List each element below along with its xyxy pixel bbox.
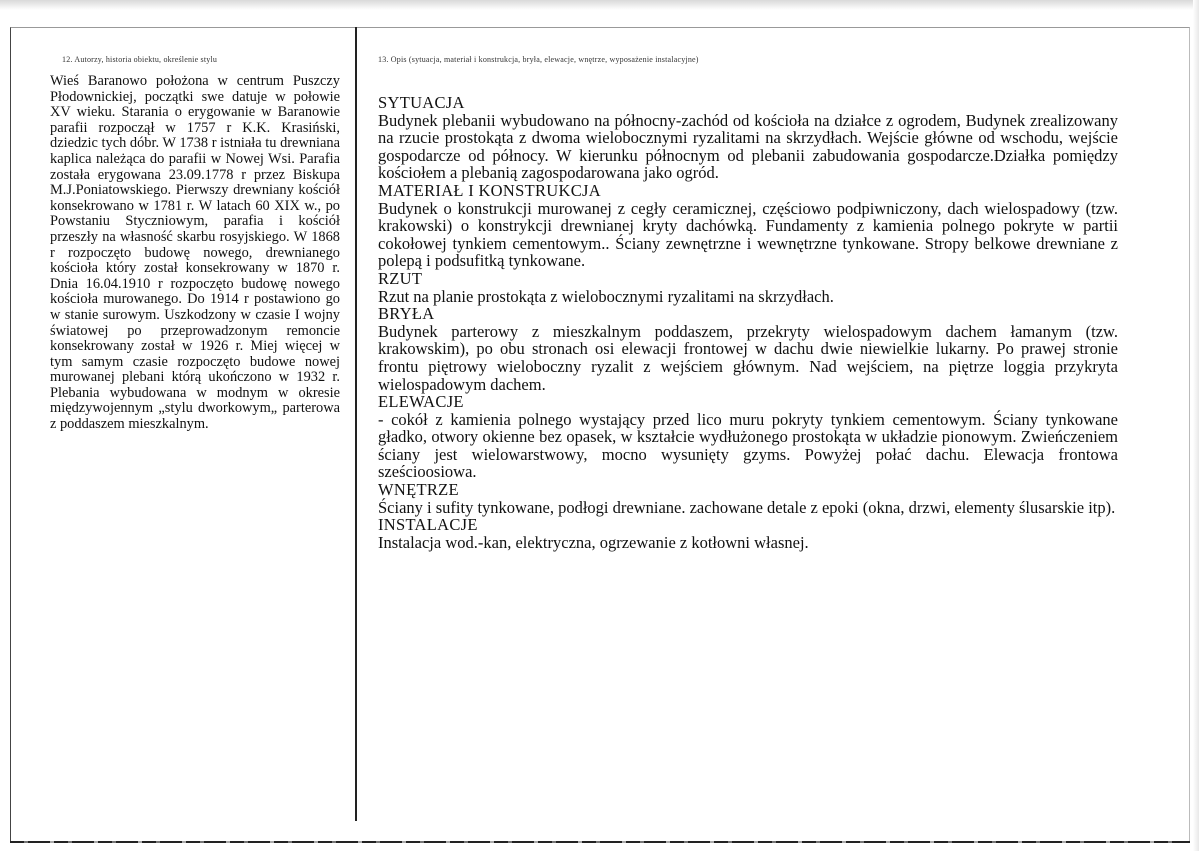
section-heading: ELEWACJE	[378, 392, 464, 412]
section-instalacje	[378, 516, 1118, 551]
description-column	[378, 55, 1118, 551]
section-heading: INSTALACJE	[378, 515, 478, 535]
scan-edge-right	[1193, 0, 1199, 851]
section-bryla	[378, 305, 1118, 393]
section-heading: MATERIAŁ I KONSTRUKCJA	[378, 180, 601, 200]
column-divider	[355, 27, 357, 821]
scan-edge-top	[0, 0, 1199, 10]
section-elewacje	[378, 393, 1118, 481]
section-heading: BRYŁA	[378, 304, 435, 324]
section-material	[378, 182, 1118, 270]
description-header: 13. Opis (sytuacja, materiał i konstrukcja, bryła, elewacje, wnętrze, wyposażenie instalacyjne)	[378, 55, 699, 64]
history-column	[50, 55, 340, 433]
section-text: Budynek o konstrukcji murowanej z cegły ceramicznej, częściowo podpiwniczony, dach wielospadowy (tzw. krakowski) o konstrykcji drewnianej kryty dachówką. Fundamenty z kamienia polnego pokryte w partii cokołowej tynkiem cementowym.. Ściany zewnętrzne i wewnętrzne tynkowane. Stropy belkowe drewniane z polepą i podsufitką tynkowane.	[378, 198, 1118, 271]
section-rzut	[378, 270, 1118, 305]
section-text: Budynek plebanii wybudowano na północny-zachód od kościoła na działce z ogrodem, Budynek zrealizowany na rzucie prostokąta z dwoma wielobocznymi ryzalitami na skrzydłach. Wejście główne od wschodu, wejście gospodarcze od północy. W kierunku północnym od plebanii zabudowania gospodarcze.Działka pomiędzy kościołem a plebanią zagospodarowana jako ogród.	[378, 110, 1118, 183]
section-heading: RZUT	[378, 268, 423, 288]
bottom-rule	[10, 841, 1190, 843]
section-text: Budynek parterowy z mieszkalnym poddaszem, przekryty wielospadowym dachem łamanym (tzw. krakowskim), po obu stronach osi elewacji frontowej w dachu dwie niewielkie lukarny. Po prawej stronie frontu piętrowy wieloboczny ryzalit z wejściem głównym. Nad wejściem, na piętrze loggia przykryta wielospadowym dachem.	[378, 321, 1118, 394]
section-text: Ściany i sufity tynkowane, podłogi drewniane. zachowane detale z epoki (okna, drzwi, elementy ślusarskie itp).	[378, 497, 1116, 517]
section-heading: SYTUACJA	[378, 93, 465, 112]
history-header: 12. Autorzy, historia obiektu, określenie stylu	[62, 55, 218, 64]
section-wnetrze	[378, 481, 1118, 516]
section-text: - cokół z kamienia polnego wystający przed lico muru pokryty tynkiem cementowym. Ściany tynkowane gładko, otwory okienne bez opasek, w kształcie wydłużonego prostokąta w układzie pionowym. Zwieńczeniem ściany jest wielowarstwowy, mocno wysunięty gzyms. Powyżej połać dachu. Elewacja frontowa sześcioosiowa.	[378, 409, 1118, 482]
section-heading: WNĘTRZE	[378, 480, 459, 500]
history-text: Wieś Baranowo położona w centrum Puszczy Płodownickiej, początki swe datuje w połowie XV wieku. Starania o erygowanie w Baranowie parafii rozpoczął w 1757 r K.K. Krasiński, dziedzic tych dóbr. W 1738 r istniała tu drewniana kaplica należąca do parafii w Nowej Wsi. Parafia została erygowana 23.09.1778 r przez Biskupa M.J.Poniatowskiego. Pierwszy drewniany kościół konsekrowano w 1781 r. W latach 60 XIX w., po Powstaniu Styczniowym, parafia i kościół przeszły na własność skarbu rosyjskiego. W 1868 r rozpoczęto budowę nowego, drewnianego kościoła który został konsekrowany w 1870 r. Dnia 16.04.1910 r rozpoczęto budowę nowego kościoła murowanego. Do 1914 r postawiono go w stanie surowym. Uszkodzony w czasie I wojny światowej po przeprowadzonym remoncie konsekrowany został w 1926 r. Miej więcej w tym samym czasie rozpoczęto budowe nowej murowanej plebani którą ukończono w 1932 r. Plebania wybudowana w modnym w okresie międzywojennym „stylu dworkowym„ parterowa z poddaszem mieszkalnym.	[50, 73, 340, 433]
section-sytuacja	[378, 94, 1118, 182]
section-text: Instalacja wod.-kan, elektryczna, ogrzewanie z kotłowni własnej.	[378, 532, 809, 552]
section-text: Rzut na planie prostokąta z wielobocznymi ryzalitami na skrzydłach.	[378, 286, 834, 306]
